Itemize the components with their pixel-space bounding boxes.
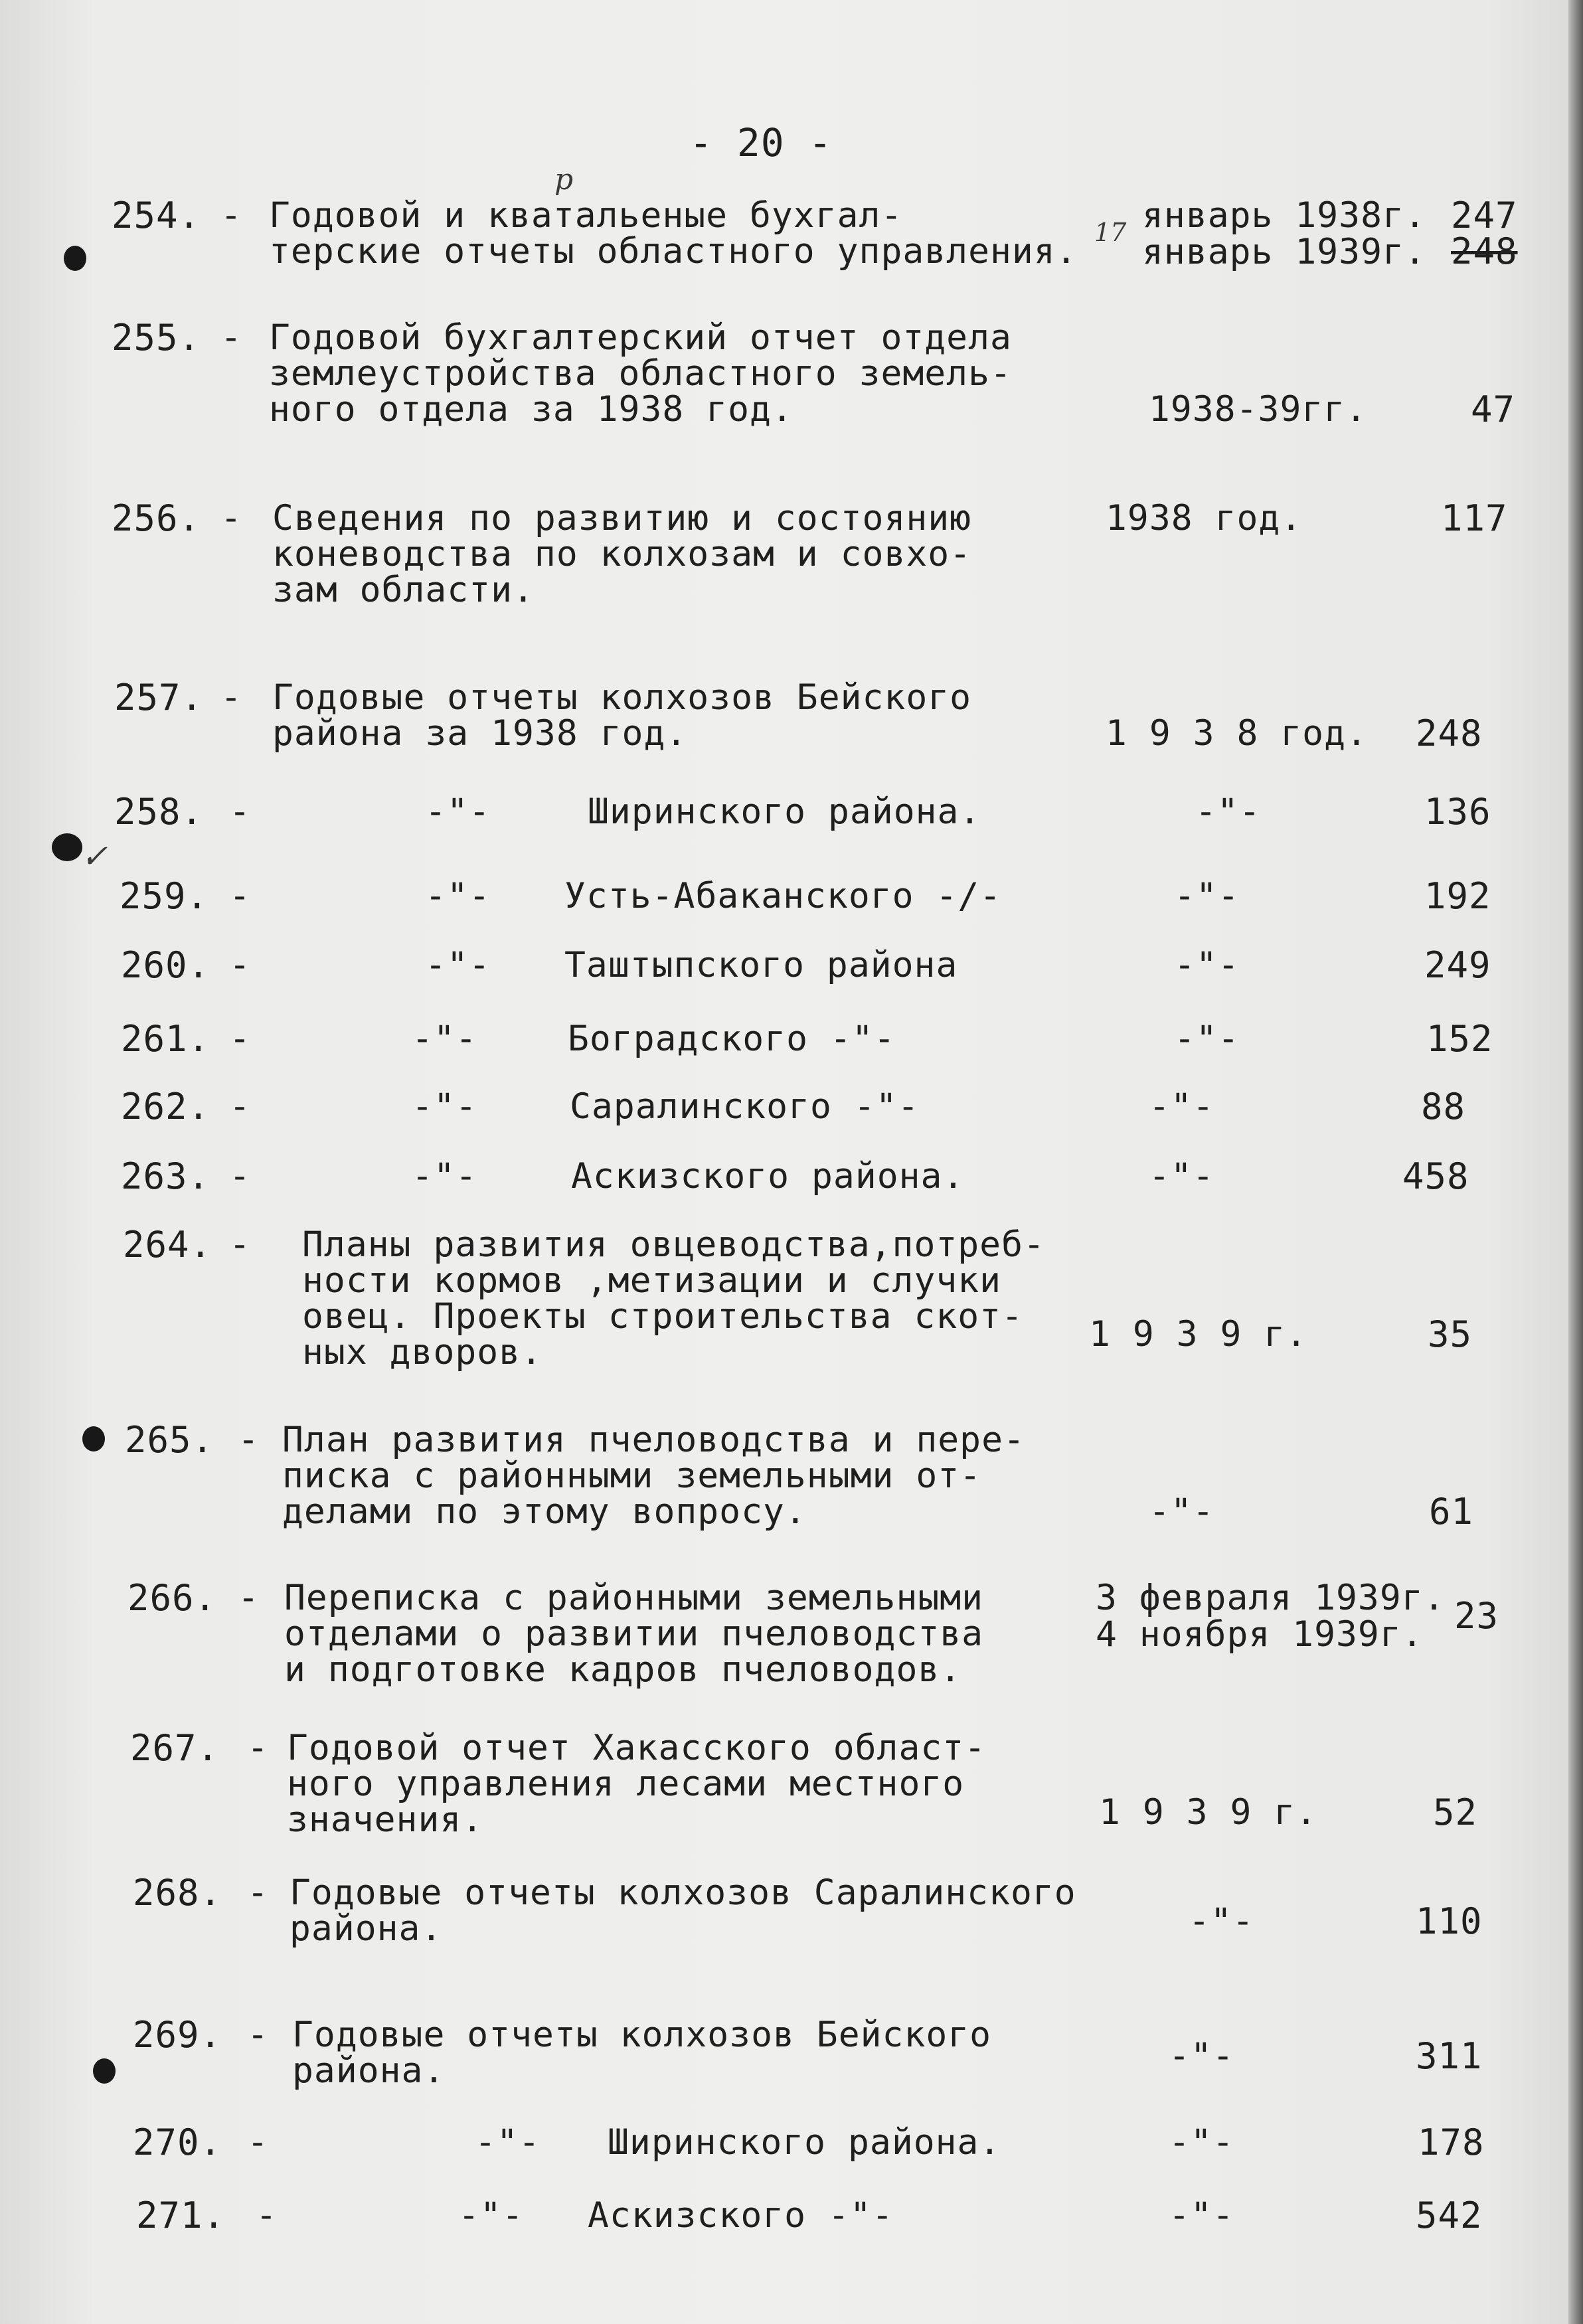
entry-sheet-count: 542 <box>1416 2195 1483 2236</box>
entry-date: 4 ноября 1939г. <box>1096 1614 1424 1655</box>
entry-description-line: Ширинского района. <box>588 791 981 832</box>
entry-sheet-count: 136 <box>1424 791 1491 833</box>
entry-sheet-count: 152 <box>1426 1018 1493 1060</box>
entry-sheet-count: 47 <box>1471 388 1516 430</box>
margin-note: 17 <box>1094 218 1127 247</box>
entry-number: 266. <box>127 1577 217 1619</box>
entry-sheet-count: 192 <box>1424 875 1491 917</box>
entry-description-line: овец. Проекты строительства скот- <box>302 1296 1023 1337</box>
entry-description-line: План развития пчеловодства и пере- <box>282 1420 1025 1460</box>
entry-description-line: Годовые отчеты колхозов Бейского <box>272 677 972 718</box>
entry-sheet-count: 117 <box>1441 497 1508 539</box>
entry-number: 265. <box>125 1419 214 1461</box>
entry-number: 261. <box>121 1018 210 1060</box>
entry-number: 271. <box>136 2195 226 2236</box>
entry-sheet-count: 249 <box>1424 944 1491 986</box>
entry-description-line: коневодства по колхозам и совхо- <box>272 534 972 574</box>
entry-date: 1938 год. <box>1106 498 1303 539</box>
entry-description-line: Ширинского района. <box>608 2122 1001 2163</box>
ditto-mark: -"- <box>458 2195 524 2236</box>
handwritten-correction: р <box>554 163 574 197</box>
ditto-mark: -"- <box>412 1019 477 1059</box>
entry-date: -"- <box>1169 2122 1234 2163</box>
entry-description-line: Планы развития овцеводства,потреб- <box>302 1224 1045 1265</box>
entry-description-line: и подготовке кадров пчеловодов. <box>284 1649 962 1690</box>
entry-description-line: Годовой отчет Хакасского област- <box>287 1728 987 1768</box>
entry-description-line: района. <box>292 2050 446 2091</box>
entry-number: 258. <box>114 791 204 833</box>
entry-dash: - <box>247 1872 269 1913</box>
entry-description-line: района. <box>290 1908 443 1949</box>
entry-date: -"- <box>1195 791 1261 832</box>
page-edge <box>1568 0 1583 2324</box>
entry-description-line: значения. <box>287 1799 484 1840</box>
entry-description-line: писка с районными земельными от- <box>282 1455 982 1496</box>
entry-description-line: Аскизского района. <box>571 1156 965 1197</box>
entry-sheet-count: 110 <box>1416 1900 1483 1943</box>
entry-sheet-count: 248 <box>1416 712 1483 754</box>
entry-number: 257. <box>114 677 204 718</box>
entry-sheet-count: 52 <box>1433 1791 1478 1834</box>
ditto-mark: -"- <box>475 2122 541 2163</box>
entry-number: 270. <box>133 2121 222 2163</box>
entry-number: 262. <box>121 1086 210 1127</box>
entry-description-line: Годовые отчеты колхозов Бейского <box>292 2015 992 2055</box>
entry-dash: - <box>229 791 251 832</box>
entry-dash: - <box>220 195 242 236</box>
entry-number: 256. <box>112 497 201 539</box>
punch-hole <box>93 2058 116 2084</box>
entry-description-line: Годовой и кватальеные бухгал- <box>269 195 903 236</box>
entry-date: -"- <box>1169 2036 1234 2077</box>
entry-date: 1 9 3 9 г. <box>1089 1314 1308 1355</box>
punch-hole <box>52 833 82 861</box>
ditto-mark: -"- <box>412 1086 477 1127</box>
ditto-mark: -"- <box>425 791 491 832</box>
entry-number: 268. <box>133 1872 222 1914</box>
entry-description-line: терские отчеты областного управления. <box>269 231 1078 272</box>
entry-dash: - <box>229 1019 251 1059</box>
entry-sheet-count: 311 <box>1416 2035 1483 2078</box>
entry-description-line: Годовой бухгалтерский отчет отдела <box>269 317 1012 358</box>
entry-sheet-count: 178 <box>1418 2121 1485 2163</box>
entry-description-line: ного управления лесами местного <box>287 1764 965 1804</box>
entry-number: 254. <box>112 195 201 236</box>
entry-description-line: делами по этому вопросу. <box>282 1491 807 1532</box>
entry-date: январь 1939г. <box>1142 232 1426 272</box>
entry-description-line: отделами о развитии пчеловодства <box>284 1614 984 1654</box>
entry-number: 255. <box>112 317 201 359</box>
entry-date: -"- <box>1174 945 1240 985</box>
entry-sheet-count: 88 <box>1421 1086 1466 1127</box>
entry-description-line: Таштыпского района <box>564 945 958 985</box>
entry-description-line: зам области. <box>272 570 535 610</box>
checkmark: ✓ <box>81 838 108 875</box>
entry-date: 1938-39гг. <box>1149 389 1368 430</box>
entry-dash: - <box>256 2195 278 2236</box>
entry-description-line: землеустройства областного земель- <box>269 353 1012 394</box>
entry-date: 1 9 3 9 г. <box>1099 1792 1318 1833</box>
entry-date: -"- <box>1149 1086 1214 1127</box>
entry-number: 259. <box>120 875 209 917</box>
entry-description-line: Усть-Абаканского -/- <box>564 876 1002 916</box>
entry-number: 269. <box>133 2014 222 2056</box>
entry-date: -"- <box>1149 1156 1214 1197</box>
entry-date: -"- <box>1169 2195 1234 2236</box>
ditto-mark: -"- <box>412 1156 477 1197</box>
punch-hole <box>82 1426 105 1452</box>
entry-sheet-count: 458 <box>1402 1155 1469 1197</box>
entry-dash: - <box>229 1156 251 1197</box>
entry-date: -"- <box>1174 1019 1240 1059</box>
entry-dash: - <box>247 2122 269 2163</box>
entry-sheet-count: 247 <box>1451 195 1518 236</box>
entry-dash: - <box>229 1086 251 1127</box>
entry-description-line: ности кормов ,метизации и случки <box>302 1260 1002 1301</box>
entry-sheet-count: 35 <box>1428 1313 1473 1355</box>
entry-date: -"- <box>1149 1491 1214 1532</box>
punch-hole <box>64 246 86 271</box>
entry-description-line: Годовые отчеты колхозов Саралинского <box>290 1872 1076 1913</box>
entry-number: 260. <box>121 944 210 986</box>
entry-date: -"- <box>1189 1901 1254 1942</box>
entry-dash: - <box>229 876 251 916</box>
entry-description-line: ного отдела за 1938 год. <box>269 389 793 430</box>
entry-description-line: Саралинского -"- <box>570 1086 920 1127</box>
entry-dash: - <box>247 1728 269 1768</box>
entry-dash: - <box>247 2015 269 2055</box>
entry-date: январь 1938г. <box>1142 195 1426 236</box>
entry-description-line: ных дворов. <box>302 1332 542 1372</box>
entry-sheet-count: 61 <box>1429 1491 1474 1533</box>
entry-number: 263. <box>121 1155 210 1197</box>
entry-dash: - <box>220 498 242 539</box>
entry-date: 3 февраля 1939г. <box>1096 1578 1446 1618</box>
entry-number: 264. <box>123 1224 212 1266</box>
entry-dash: - <box>238 1578 260 1618</box>
entry-description-line: Боградского -"- <box>568 1019 896 1059</box>
entry-description-line: Переписка с районными земельными <box>284 1578 984 1618</box>
entry-description-line: Аскизского -"- <box>588 2195 894 2236</box>
page-number: - 20 - <box>689 120 833 165</box>
ditto-mark: -"- <box>425 945 491 985</box>
entry-date: 1 9 3 8 год. <box>1106 713 1368 754</box>
struck-sheet-count: 248 <box>1451 230 1518 272</box>
entry-dash: - <box>238 1420 260 1460</box>
entry-description-line: Сведения по развитию и состоянию <box>272 498 972 539</box>
entry-dash: - <box>229 945 251 985</box>
entry-dash: - <box>229 1224 251 1265</box>
entry-number: 267. <box>130 1727 220 1769</box>
entry-dash: - <box>220 677 242 718</box>
entry-description-line: района за 1938 год. <box>272 713 688 754</box>
entry-dash: - <box>220 317 242 358</box>
entry-date: -"- <box>1174 876 1240 916</box>
ditto-mark: -"- <box>425 876 491 916</box>
entry-sheet-count: 23 <box>1454 1595 1499 1637</box>
